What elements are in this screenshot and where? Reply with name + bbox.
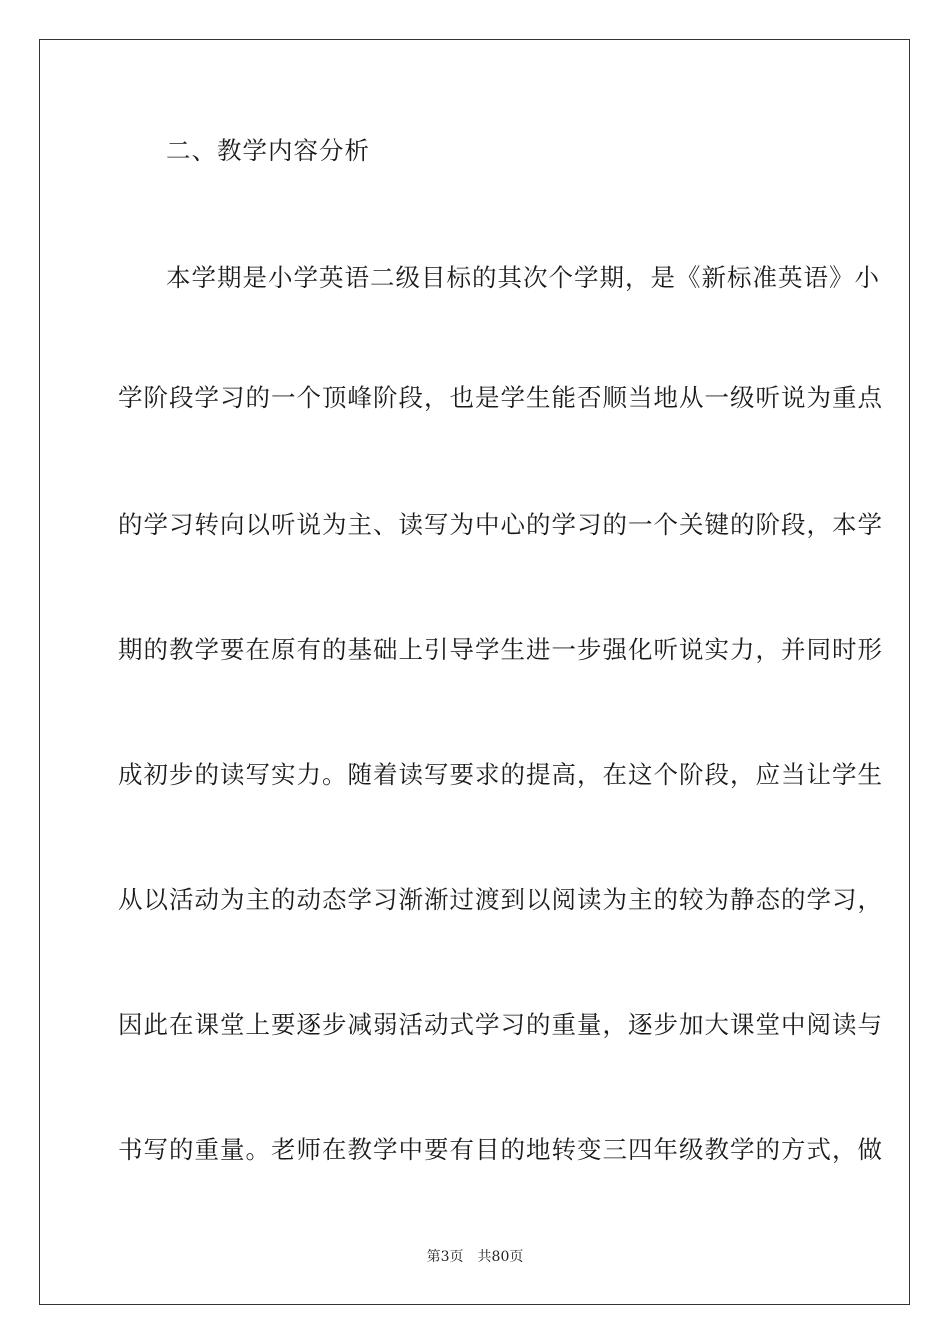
paragraph-line: 从以活动为主的动态学习渐渐过渡到以阅读为主的较为静态的学习， bbox=[118, 885, 883, 914]
paragraph-line: 书写的重量。老师在教学中要有目的地转变三四年级教学的方式，做 bbox=[118, 1135, 883, 1164]
page-frame bbox=[39, 39, 910, 1305]
page-number: 第3页 bbox=[426, 1249, 464, 1265]
paragraph-line: 本学期是小学英语二级目标的其次个学期，是《新标准英语》小 bbox=[166, 263, 880, 292]
page-footer bbox=[0, 1248, 950, 1266]
total-pages: 共80页 bbox=[477, 1249, 524, 1265]
section-heading: 二、教学内容分析 bbox=[166, 136, 370, 165]
paragraph-line: 学阶段学习的一个顶峰阶段，也是学生能否顺当地从一级听说为重点 bbox=[118, 383, 883, 412]
paragraph-line: 因此在课堂上要逐步减弱活动式学习的重量，逐步加大课堂中阅读与 bbox=[118, 1010, 883, 1039]
paragraph-line: 成初步的读写实力。随着读写要求的提高，在这个阶段，应当让学生 bbox=[118, 760, 883, 789]
paragraph-line: 期的教学要在原有的基础上引导学生进一步强化听说实力，并同时形 bbox=[118, 635, 883, 664]
paragraph-line: 的学习转向以听说为主、读写为中心的学习的一个关键的阶段，本学 bbox=[118, 510, 883, 539]
